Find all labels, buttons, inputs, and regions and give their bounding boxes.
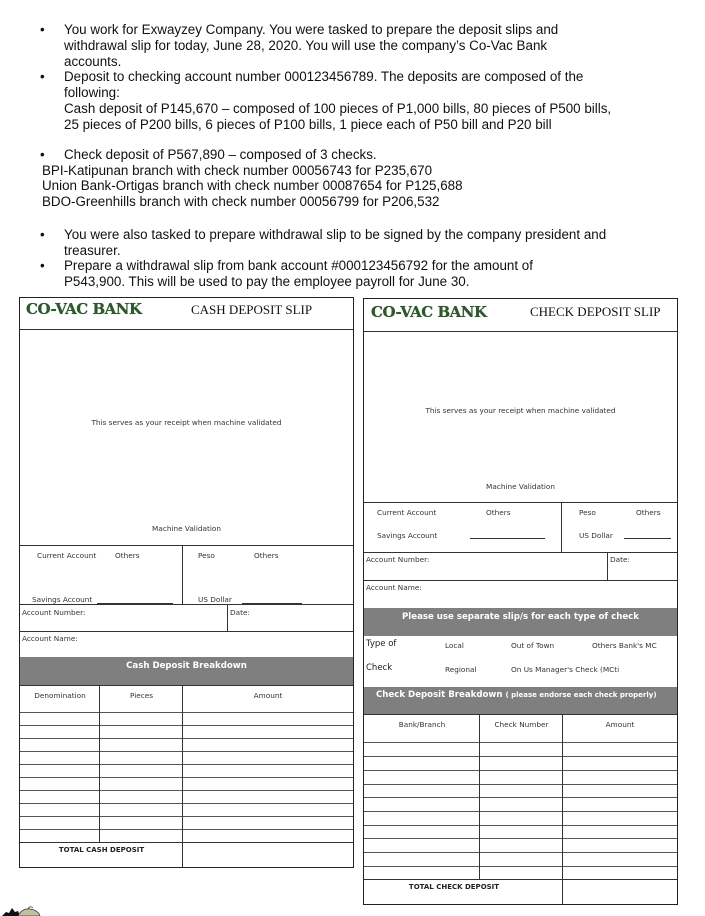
column-header-amount: Amount (605, 720, 635, 729)
table-row[interactable] (20, 764, 353, 765)
check-type-local[interactable]: Local (445, 641, 464, 650)
instruction-line: 25 pieces of P200 bills, 6 pieces of P100 bills, 1 piece each of P50 bill and P20 bill (64, 117, 552, 132)
divider (182, 545, 183, 604)
us-dollar-option[interactable]: US Dollar (579, 531, 613, 540)
instruction-line: withdrawal slip for today, June 28, 2020. You will use the company’s Co-Vac Bank (64, 38, 548, 53)
divider (20, 685, 353, 686)
table-row[interactable] (20, 777, 353, 778)
savings-account-option[interactable]: Savings Account (32, 595, 93, 604)
bullet-icon: • (40, 258, 45, 273)
receipt-note: This serves as your receipt when machine validated (425, 406, 616, 415)
table-row[interactable] (364, 797, 677, 798)
check-detail-2: Union Bank-Ortigas branch with check number 00087654 for P125,688 (42, 178, 463, 193)
instruction-item-5 (64, 258, 689, 290)
machine-validation-label: Machine Validation (152, 524, 221, 533)
table-row[interactable] (20, 725, 353, 726)
others-currency-option[interactable]: Others (636, 508, 661, 517)
table-row[interactable] (364, 825, 677, 826)
account-name-label: Account Name: (366, 583, 422, 592)
table-row[interactable] (364, 756, 677, 757)
total-check-deposit-label: TOTAL CHECK DEPOSIT (408, 883, 500, 891)
account-number-field[interactable] (364, 552, 607, 580)
others-account-option[interactable]: Others (115, 551, 140, 560)
bank-logo: CO-VAC BANK (371, 303, 487, 321)
separate-slip-notice: Please use separate slip/s for each type of check (364, 608, 677, 636)
table-row[interactable] (364, 866, 677, 867)
check-type-out-of-town[interactable]: Out of Town (511, 641, 555, 650)
column-divider (99, 685, 100, 842)
instruction-line: P543,900. This will be used to pay the employee payroll for June 30. (64, 274, 470, 289)
column-header-amount: Amount (253, 691, 283, 700)
table-row[interactable] (364, 742, 677, 743)
table-row[interactable] (20, 712, 353, 713)
bullet-icon: • (40, 227, 45, 242)
bullet-icon: • (40, 22, 45, 37)
peso-option[interactable]: Peso (198, 551, 215, 560)
table-row[interactable] (20, 738, 353, 739)
table-row[interactable] (364, 784, 677, 785)
account-number-label: Account Number: (366, 555, 430, 564)
divider (364, 331, 677, 332)
account-number-label: Account Number: (22, 608, 86, 617)
table-row[interactable] (20, 790, 353, 791)
mascot-clipart-icon (0, 902, 44, 916)
table-row[interactable] (364, 852, 677, 853)
instruction-line: You were also tasked to prepare withdrawal slip to be signed by the company president and (64, 227, 607, 242)
account-name-label: Account Name: (22, 634, 78, 643)
check-deposit-slip (363, 298, 678, 905)
divider (561, 502, 562, 552)
us-dollar-option[interactable]: US Dollar (198, 595, 232, 604)
bullet-icon: • (40, 147, 45, 162)
slip-title: CHECK DEPOSIT SLIP (530, 304, 661, 319)
table-row[interactable] (20, 751, 353, 752)
column-header-bank-branch: Bank/Branch (398, 720, 446, 729)
column-header-denomination: Denomination (34, 691, 86, 700)
current-account-option[interactable]: Current Account (37, 551, 97, 560)
table-row[interactable] (20, 816, 353, 817)
instruction-line: Cash deposit of P145,670 – composed of 100 pieces of P1,000 bills, 80 pieces of P500 bills, (64, 101, 612, 116)
total-cash-deposit-label: TOTAL CASH DEPOSIT (58, 846, 145, 854)
table-row[interactable] (20, 803, 353, 804)
date-field[interactable] (608, 552, 677, 580)
column-divider (479, 714, 480, 879)
table-row[interactable] (364, 811, 677, 812)
type-of-check-label-2: Check (366, 663, 393, 673)
instruction-line: Prepare a withdrawal slip from bank account #000123456792 for the amount of (64, 258, 533, 273)
date-label: Date: (610, 555, 630, 564)
table-row[interactable] (364, 838, 677, 839)
others-currency-blank[interactable] (624, 538, 671, 539)
account-name-field[interactable] (20, 631, 353, 657)
check-breakdown-header (364, 687, 677, 714)
check-breakdown-note: ( please endorse each check properly) (505, 691, 657, 699)
total-check-deposit-field[interactable] (563, 879, 677, 904)
savings-account-option[interactable]: Savings Account (377, 531, 438, 540)
table-row[interactable] (20, 829, 353, 830)
check-detail-3: BDO-Greenhills branch with check number 00056799 for P206,532 (42, 194, 440, 209)
bullet-icon: • (40, 69, 45, 84)
cash-deposit-slip (19, 297, 354, 868)
table-row[interactable] (364, 770, 677, 771)
divider (364, 714, 677, 715)
instruction-line: Deposit to checking account number 000123456789. The deposits are composed of the (64, 69, 584, 84)
instruction-line: Check deposit of P567,890 – composed of 3 checks. (64, 147, 377, 162)
check-type-regional[interactable]: Regional (445, 665, 477, 674)
instruction-item-2 (64, 69, 689, 133)
instruction-line: following: (64, 85, 120, 100)
account-number-field[interactable] (20, 604, 227, 630)
column-header-check-number: Check Number (494, 720, 549, 729)
cash-breakdown-header: Cash Deposit Breakdown (20, 657, 353, 685)
column-divider (562, 714, 563, 904)
total-cash-deposit-field[interactable] (183, 842, 353, 867)
instruction-line: accounts. (64, 54, 122, 69)
bank-logo: CO-VAC BANK (26, 300, 142, 318)
receipt-note: This serves as your receipt when machine validated (91, 418, 282, 427)
instruction-line: You work for Exwayzey Company. You were tasked to prepare the deposit slips and (64, 22, 559, 37)
others-account-blank[interactable] (470, 538, 545, 539)
check-type-on-us-mc[interactable]: On Us Manager's Check (MCti (511, 665, 620, 674)
divider (20, 545, 353, 546)
instruction-item-4 (64, 227, 689, 259)
divider (364, 502, 677, 503)
account-name-field[interactable] (364, 580, 677, 608)
machine-validation-label: Machine Validation (486, 482, 555, 491)
check-breakdown-title: Check Deposit Breakdown (376, 690, 503, 700)
others-account-option[interactable]: Others (486, 508, 511, 517)
instruction-item-3 (64, 147, 689, 163)
peso-option[interactable]: Peso (579, 508, 596, 517)
check-detail-1: BPI-Katipunan branch with check number 00056743 for P235,670 (42, 163, 433, 178)
date-field[interactable] (228, 604, 353, 630)
others-currency-option[interactable]: Others (254, 551, 279, 560)
check-type-others-bank-mc[interactable]: Others Bank's MC (592, 641, 657, 650)
column-divider (182, 685, 183, 867)
column-header-pieces: Pieces (129, 691, 154, 700)
current-account-option[interactable]: Current Account (377, 508, 437, 517)
date-label: Date: (230, 608, 250, 617)
instruction-line: treasurer. (64, 243, 121, 258)
divider (20, 329, 353, 330)
type-of-check-label: Type of (366, 639, 397, 649)
instruction-item-1 (64, 22, 689, 70)
slip-title: CASH DEPOSIT SLIP (191, 302, 313, 317)
